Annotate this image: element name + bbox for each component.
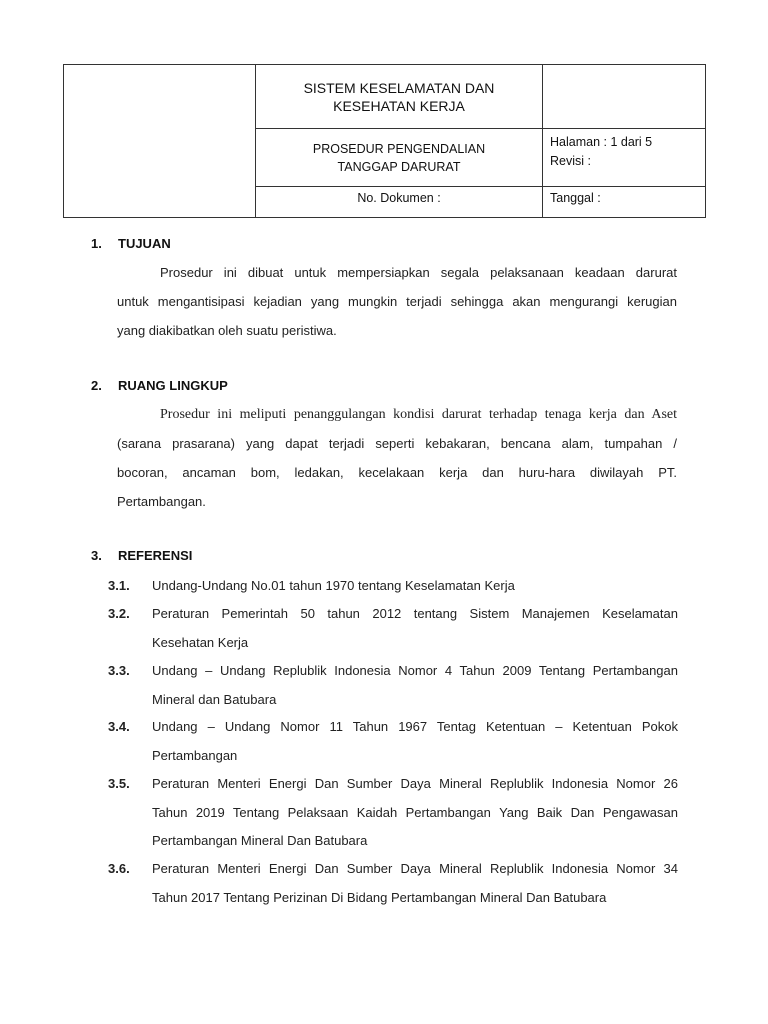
paragraph-line: Prosedur ini dibuat untuk mempersiapkan segala pelaksanaan keadaan darurat [160,265,677,280]
reference-line: Pertambangan Mineral Dan Batubara [152,833,368,848]
system-title-line1: SISTEM KESELAMATAN DAN [303,79,495,96]
reference-line: Tahun 2019 Tentang Pelaksaan Kaidah Pertambangan Yang Baik Dan Pengawasan [152,804,678,820]
system-title-line2: KESEHATAN KERJA [333,97,465,114]
reference-line: Undang – Undang Nomor 11 Tahun 1967 Tentag Ketentuan – Ketentuan Pokok [152,719,678,734]
paragraph-line: bocoran, ancaman bom, ledakan, kecelakaan kerja dan huru-hara diwilayah PT. [117,465,677,480]
section-paragraph-ruang-lingkup [117,400,677,516]
reference-line: Tahun 2017 Tentang Perizinan Di Bidang Pertambangan Mineral Dan Batubara [152,889,607,905]
section-title: TUJUAN [118,236,171,251]
reference-line: Undang-Undang No.01 tahun 1970 tentang Keselamatan Kerja [152,578,515,593]
doc-number-label: No. Dokumen : [357,191,441,205]
procedure-title [256,129,543,187]
section-heading-ruang-lingkup [0,378,768,398]
doc-number-cell [256,187,543,218]
reference-number: 3.5. [108,776,130,791]
paragraph-line: (sarana prasarana) yang dapat terjadi seperti kebakaran, bencana alam, tumpahan / [117,436,677,451]
document-header-table [63,64,706,218]
reference-line: Undang – Undang Replublik Indonesia Nomor 4 Tahun 2009 Tentang Pertambangan [152,663,678,678]
section-number: 2. [91,378,102,393]
logo-cell [64,65,256,218]
page-label: Halaman : 1 dari 5 [550,135,653,149]
reference-line: Pertambangan [152,747,238,763]
section-title: REFERENSI [118,548,193,563]
section-paragraph-tujuan [117,258,677,345]
reference-number: 3.3. [108,663,130,678]
reference-line: Kesehatan Kerja [152,634,249,650]
date-cell [543,187,706,218]
reference-number: 3.6. [108,861,130,876]
reference-line: Peraturan Pemerintah 50 tahun 2012 tentang Sistem Manajemen Keselamatan [152,606,678,621]
reference-number: 3.4. [108,719,130,734]
reference-number: 3.1. [108,578,130,593]
procedure-title-line1: PROSEDUR PENGENDALIAN [312,141,486,156]
paragraph-line: untuk mengantisipasi kejadian yang mungkin terjadi sehingga akan mengurangi kerugian [117,294,677,309]
section-title: RUANG LINGKUP [118,378,228,393]
section-number: 1. [91,236,102,251]
section-heading-referensi [0,548,768,568]
paragraph-line: Pertambangan. [117,494,206,509]
page-revision-cell [543,129,706,187]
reference-line: Peraturan Menteri Energi Dan Sumber Daya Mineral Replublik Indonesia Nomor 34 [152,861,678,876]
paragraph-line: yang diakibatkan oleh suatu peristiwa. [117,323,337,338]
procedure-title-line2: TANGGAP DARURAT [337,159,461,174]
date-label: Tanggal : [550,191,601,205]
system-title [256,65,543,129]
revision-label: Revisi : [550,154,591,168]
section-heading-tujuan [0,236,768,256]
reference-line: Peraturan Menteri Energi Dan Sumber Daya Mineral Replublik Indonesia Nomor 26 [152,776,678,791]
paragraph-line: Prosedur ini meliputi penanggulangan kondisi darurat terhadap tenaga kerja dan Aset [160,407,677,422]
reference-number: 3.2. [108,606,130,621]
blank-meta-cell [543,65,706,129]
reference-line: Mineral dan Batubara [152,691,277,707]
section-number: 3. [91,548,102,563]
